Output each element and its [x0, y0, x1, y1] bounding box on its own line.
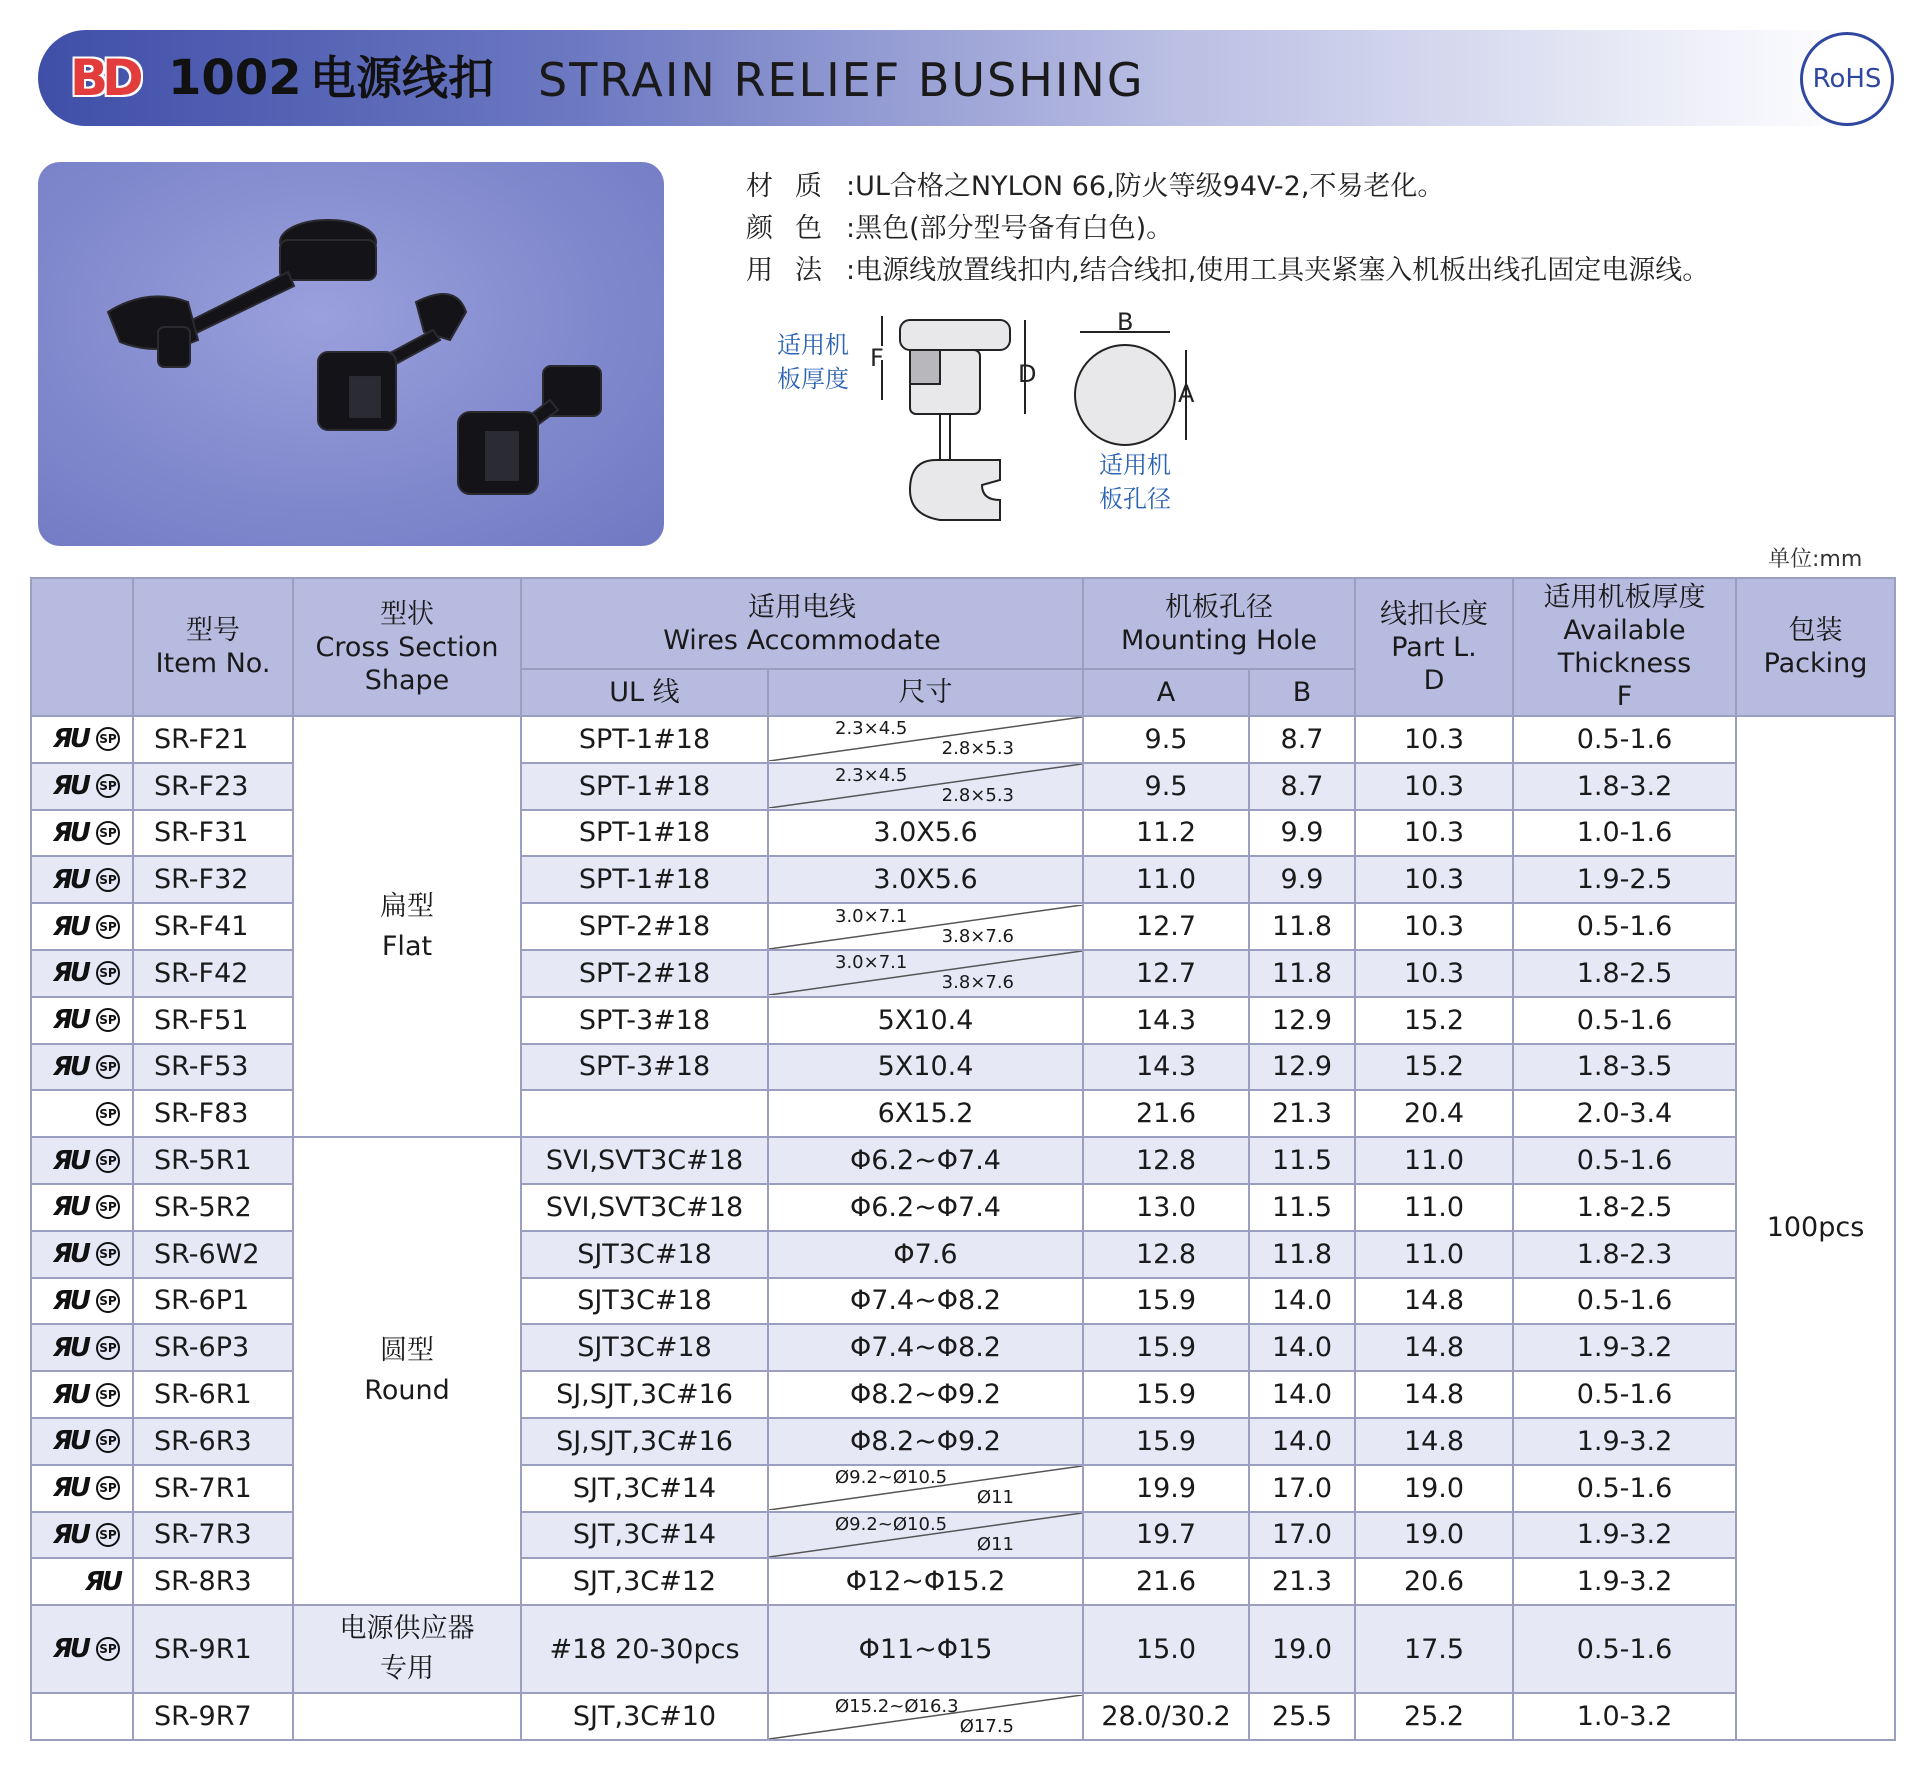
- ul-cert-icon: ЯU: [52, 911, 88, 942]
- cert-cell: [31, 1044, 133, 1091]
- value-a: 11.0: [1083, 856, 1249, 903]
- item-no: SR-F42: [133, 950, 293, 997]
- spec-lines: [746, 166, 1709, 292]
- label-d: D: [1018, 360, 1037, 388]
- size-divider-line: [769, 764, 1082, 808]
- ul-cert-icon: ЯU: [52, 1239, 88, 1270]
- value-b: 11.5: [1249, 1184, 1355, 1231]
- value-a: 15.9: [1083, 1418, 1249, 1465]
- unit-label: 单位:mm: [1768, 547, 1863, 572]
- value-b: 12.9: [1249, 997, 1355, 1044]
- wire-size: 5X10.4: [768, 997, 1083, 1044]
- value-a: 21.6: [1083, 1090, 1249, 1137]
- value-d: 10.3: [1355, 810, 1513, 857]
- wire-size: 3.0X5.6: [768, 856, 1083, 903]
- wire-size: [768, 1693, 1083, 1740]
- ul-wire: [521, 1090, 768, 1137]
- value-f: 0.5-1.6: [1513, 1278, 1736, 1325]
- item-no: SR-6P1: [133, 1278, 293, 1325]
- spec-material: 材质:UL合格之NYLON 66,防火等级94V-2,不易老化。: [746, 171, 1445, 202]
- value-a: 9.5: [1083, 716, 1249, 763]
- size-range-b: 2.8×5.3: [941, 785, 1014, 807]
- value-d: 11.0: [1355, 1184, 1513, 1231]
- value-f: 2.0-3.4: [1513, 1090, 1736, 1137]
- size-range-a: Ø9.2~Ø10.5: [835, 1513, 948, 1535]
- value-f: 1.8-3.2: [1513, 763, 1736, 810]
- label-a: A: [1178, 380, 1195, 408]
- ul-wire: SVI,SVT3C#18: [521, 1137, 768, 1184]
- csa-cert-icon: SP: [96, 1195, 120, 1219]
- value-d: 19.0: [1355, 1465, 1513, 1512]
- value-a: 15.0: [1083, 1605, 1249, 1693]
- ul-wire: SJT,3C#14: [521, 1465, 768, 1512]
- value-d: 19.0: [1355, 1512, 1513, 1559]
- wire-size: [768, 903, 1083, 950]
- csa-cert-icon: SP: [96, 1523, 120, 1547]
- size-range-a: 2.3×4.5: [835, 718, 908, 740]
- value-d: 15.2: [1355, 997, 1513, 1044]
- wire-size: 6X15.2: [768, 1090, 1083, 1137]
- size-range-a: 3.0×7.1: [835, 952, 908, 974]
- value-d: 11.0: [1355, 1137, 1513, 1184]
- value-f: 1.0-3.2: [1513, 1693, 1736, 1740]
- ul-cert-icon: ЯU: [52, 864, 88, 895]
- item-no: SR-7R3: [133, 1512, 293, 1559]
- value-a: 15.9: [1083, 1324, 1249, 1371]
- ul-wire: SPT-3#18: [521, 997, 768, 1044]
- wire-size: 5X10.4: [768, 1044, 1083, 1091]
- item-no: SR-5R1: [133, 1137, 293, 1184]
- table-row: [31, 1605, 1895, 1693]
- item-no: SR-F53: [133, 1044, 293, 1091]
- value-b: 14.0: [1249, 1278, 1355, 1325]
- value-a: 11.2: [1083, 810, 1249, 857]
- cert-cell: [31, 1512, 133, 1559]
- value-b: 17.0: [1249, 1512, 1355, 1559]
- value-d: 25.2: [1355, 1693, 1513, 1740]
- item-no: SR-F21: [133, 716, 293, 763]
- value-b: 9.9: [1249, 856, 1355, 903]
- value-d: 11.0: [1355, 1231, 1513, 1278]
- csa-cert-icon: SP: [96, 1383, 120, 1407]
- wire-size: Φ6.2~Φ7.4: [768, 1184, 1083, 1231]
- value-f: 1.9-2.5: [1513, 856, 1736, 903]
- header-shape: 型状 Cross Section Shape: [293, 578, 521, 716]
- ul-cert-icon: ЯU: [52, 724, 88, 755]
- ul-wire: SPT-3#18: [521, 1044, 768, 1091]
- value-d: 10.3: [1355, 716, 1513, 763]
- page-title-cn: 电源线扣: [310, 51, 494, 105]
- size-range-a: 3.0×7.1: [835, 905, 908, 927]
- header-b: B: [1249, 669, 1355, 716]
- label-b: B: [1117, 310, 1134, 336]
- ul-cert-icon: ЯU: [52, 1192, 88, 1223]
- value-f: 1.9-3.2: [1513, 1558, 1736, 1605]
- value-b: 21.3: [1249, 1558, 1355, 1605]
- header-wires: 适用电线 Wires Accommodate: [521, 578, 1083, 669]
- size-range-b: 3.8×7.6: [941, 925, 1014, 947]
- csa-cert-icon: SP: [96, 1055, 120, 1079]
- table-body: [31, 716, 1895, 1740]
- label-f: F: [870, 344, 884, 372]
- wire-size: [768, 1512, 1083, 1559]
- size-divider-line: [769, 717, 1082, 761]
- ul-cert-icon: ЯU: [52, 1051, 88, 1082]
- item-no: SR-6W2: [133, 1231, 293, 1278]
- value-f: 0.5-1.6: [1513, 903, 1736, 950]
- ul-cert-icon: ЯU: [52, 1426, 88, 1457]
- shape-cell: [293, 1693, 521, 1740]
- wire-size: Φ6.2~Φ7.4: [768, 1137, 1083, 1184]
- cert-cell: [31, 1184, 133, 1231]
- product-photo: [38, 162, 664, 546]
- value-d: 10.3: [1355, 950, 1513, 997]
- spec-usage: 用法:电源线放置线扣内,结合线扣,使用工具夹紧塞入机板出线孔固定电源线。: [746, 255, 1710, 286]
- item-no: SR-F23: [133, 763, 293, 810]
- cert-cell: [31, 1324, 133, 1371]
- value-a: 15.9: [1083, 1278, 1249, 1325]
- ul-cert-icon: ЯU: [52, 1332, 88, 1363]
- value-a: 15.9: [1083, 1371, 1249, 1418]
- value-f: 0.5-1.6: [1513, 1371, 1736, 1418]
- csa-cert-icon: SP: [96, 961, 120, 985]
- wire-size: Φ8.2~Φ9.2: [768, 1371, 1083, 1418]
- cert-cell: [31, 1231, 133, 1278]
- ul-cert-icon: ЯU: [52, 958, 88, 989]
- value-f: 1.8-2.3: [1513, 1231, 1736, 1278]
- cert-cell: [31, 903, 133, 950]
- cert-cell: [31, 716, 133, 763]
- rohs-badge: RoHS: [1800, 32, 1894, 126]
- packing-cell: 100pcs: [1736, 716, 1895, 1740]
- ul-wire: SPT-1#18: [521, 763, 768, 810]
- ul-wire: SPT-1#18: [521, 716, 768, 763]
- value-a: 12.8: [1083, 1231, 1249, 1278]
- shape-cell: 圆型 Round: [293, 1137, 521, 1605]
- ul-wire: SVI,SVT3C#18: [521, 1184, 768, 1231]
- csa-cert-icon: SP: [96, 868, 120, 892]
- value-a: 28.0/30.2: [1083, 1693, 1249, 1740]
- brand-logo: BD: [70, 49, 138, 107]
- cert-cell: [31, 763, 133, 810]
- header-thickness: 适用机板厚度 Available Thickness F: [1513, 578, 1736, 716]
- wire-size: [768, 950, 1083, 997]
- ul-wire: SPT-1#18: [521, 810, 768, 857]
- item-no: SR-7R1: [133, 1465, 293, 1512]
- value-a: 12.8: [1083, 1137, 1249, 1184]
- ul-cert-icon: ЯU: [52, 1005, 88, 1036]
- csa-cert-icon: SP: [96, 1102, 120, 1126]
- value-b: 11.8: [1249, 903, 1355, 950]
- cert-cell: [31, 1090, 133, 1137]
- csa-cert-icon: SP: [96, 915, 120, 939]
- cert-cell: [31, 997, 133, 1044]
- dimension-diagram: [760, 310, 1220, 530]
- wire-size: [768, 716, 1083, 763]
- page-title-en: STRAIN RELIEF BUSHING: [538, 53, 1145, 107]
- item-no: SR-6R3: [133, 1418, 293, 1465]
- bushing-illustration: [38, 162, 664, 546]
- size-range-b: 3.8×7.6: [941, 972, 1014, 994]
- value-f: 0.5-1.6: [1513, 997, 1736, 1044]
- shape-cell: 扁型 Flat: [293, 716, 521, 1137]
- cert-cell: [31, 1465, 133, 1512]
- value-b: 11.8: [1249, 950, 1355, 997]
- value-d: 10.3: [1355, 903, 1513, 950]
- item-no: SR-F41: [133, 903, 293, 950]
- wire-size: Φ7.6: [768, 1231, 1083, 1278]
- value-b: 11.5: [1249, 1137, 1355, 1184]
- ul-wire: SPT-2#18: [521, 950, 768, 997]
- spec-table: [30, 577, 1896, 1741]
- value-a: 19.7: [1083, 1512, 1249, 1559]
- value-d: 10.3: [1355, 763, 1513, 810]
- ul-cert-icon: ЯU: [52, 817, 88, 848]
- value-a: 9.5: [1083, 763, 1249, 810]
- value-d: 14.8: [1355, 1278, 1513, 1325]
- value-d: 14.8: [1355, 1418, 1513, 1465]
- csa-cert-icon: SP: [96, 1637, 120, 1661]
- value-a: 19.9: [1083, 1465, 1249, 1512]
- ul-wire: SJT,3C#14: [521, 1512, 768, 1559]
- value-a: 14.3: [1083, 1044, 1249, 1091]
- cert-cell: [31, 1137, 133, 1184]
- value-b: 9.9: [1249, 810, 1355, 857]
- ul-wire: SJT,3C#12: [521, 1558, 768, 1605]
- ul-cert-icon: ЯU: [52, 771, 88, 802]
- value-b: 25.5: [1249, 1693, 1355, 1740]
- csa-cert-icon: SP: [96, 1242, 120, 1266]
- ul-cert-icon: ЯU: [52, 1285, 88, 1316]
- product-code: 1002: [168, 50, 302, 106]
- value-b: 8.7: [1249, 763, 1355, 810]
- value-a: 12.7: [1083, 903, 1249, 950]
- table-row: [31, 716, 1895, 763]
- item-no: SR-F83: [133, 1090, 293, 1137]
- wire-size: Φ8.2~Φ9.2: [768, 1418, 1083, 1465]
- wire-size: [768, 1465, 1083, 1512]
- item-no: SR-9R7: [133, 1693, 293, 1740]
- item-no: SR-6R1: [133, 1371, 293, 1418]
- value-d: 10.3: [1355, 856, 1513, 903]
- value-f: 0.5-1.6: [1513, 716, 1736, 763]
- ul-cert-icon: ЯU: [52, 1145, 88, 1176]
- value-f: 1.9-3.2: [1513, 1418, 1736, 1465]
- item-no: SR-F31: [133, 810, 293, 857]
- value-f: 0.5-1.6: [1513, 1137, 1736, 1184]
- ul-wire: SJT3C#18: [521, 1231, 768, 1278]
- value-a: 13.0: [1083, 1184, 1249, 1231]
- wire-size: Φ12~Φ15.2: [768, 1558, 1083, 1605]
- value-b: 17.0: [1249, 1465, 1355, 1512]
- size-range-b: 2.8×5.3: [941, 738, 1014, 760]
- value-d: 14.8: [1355, 1371, 1513, 1418]
- csa-cert-icon: SP: [96, 774, 120, 798]
- size-range-b: Ø11: [976, 1487, 1014, 1509]
- ul-wire: SJ,SJT,3C#16: [521, 1371, 768, 1418]
- header-ul: UL 线: [521, 669, 768, 716]
- csa-cert-icon: SP: [96, 1289, 120, 1313]
- value-f: 1.0-1.6: [1513, 810, 1736, 857]
- header-size: 尺寸: [768, 669, 1083, 716]
- wire-size: Φ11~Φ15: [768, 1605, 1083, 1693]
- size-divider-line: [769, 951, 1082, 995]
- csa-cert-icon: SP: [96, 1336, 120, 1360]
- ul-cert-icon: ЯU: [52, 1519, 88, 1550]
- cert-cell: [31, 950, 133, 997]
- ul-wire: SJ,SJT,3C#16: [521, 1418, 768, 1465]
- value-f: 1.8-3.5: [1513, 1044, 1736, 1091]
- cert-cell: [31, 1418, 133, 1465]
- wire-size: Φ7.4~Φ8.2: [768, 1278, 1083, 1325]
- ul-cert-icon: ЯU: [52, 1379, 88, 1410]
- value-b: 14.0: [1249, 1371, 1355, 1418]
- value-b: 11.8: [1249, 1231, 1355, 1278]
- ul-wire: #18 20-30pcs: [521, 1605, 768, 1693]
- ul-wire: SJT3C#18: [521, 1324, 768, 1371]
- value-b: 14.0: [1249, 1418, 1355, 1465]
- ul-cert-icon: ЯU: [52, 1634, 88, 1665]
- value-f: 1.8-2.5: [1513, 1184, 1736, 1231]
- value-b: 19.0: [1249, 1605, 1355, 1693]
- value-f: 1.8-2.5: [1513, 950, 1736, 997]
- cert-cell: [31, 856, 133, 903]
- value-f: 1.9-3.2: [1513, 1324, 1736, 1371]
- thickness-caption: 适用机 板厚度: [777, 331, 849, 393]
- value-f: 0.5-1.6: [1513, 1465, 1736, 1512]
- header-cert: [31, 578, 133, 716]
- value-d: 17.5: [1355, 1605, 1513, 1693]
- ul-wire: SJT,3C#10: [521, 1693, 768, 1740]
- header-part-length: 线扣长度 Part L. D: [1355, 578, 1513, 716]
- value-d: 20.6: [1355, 1558, 1513, 1605]
- item-no: SR-F32: [133, 856, 293, 903]
- csa-cert-icon: SP: [96, 821, 120, 845]
- header-hole: 机板孔径 Mounting Hole: [1083, 578, 1355, 669]
- cert-cell: [31, 1278, 133, 1325]
- wire-size: [768, 763, 1083, 810]
- item-no: SR-9R1: [133, 1605, 293, 1693]
- ul-wire: SJT3C#18: [521, 1278, 768, 1325]
- value-d: 15.2: [1355, 1044, 1513, 1091]
- csa-cert-icon: SP: [96, 1476, 120, 1500]
- value-b: 12.9: [1249, 1044, 1355, 1091]
- ul-wire: SPT-1#18: [521, 856, 768, 903]
- size-range-a: Ø9.2~Ø10.5: [835, 1467, 948, 1489]
- cert-cell: [31, 1605, 133, 1693]
- value-d: 20.4: [1355, 1090, 1513, 1137]
- item-no: SR-6P3: [133, 1324, 293, 1371]
- csa-cert-icon: SP: [96, 1149, 120, 1173]
- hole-caption: 适用机 板孔径: [1099, 451, 1171, 513]
- value-a: 12.7: [1083, 950, 1249, 997]
- value-f: 0.5-1.6: [1513, 1605, 1736, 1693]
- ul-cert-icon: ЯU: [52, 1473, 88, 1504]
- wire-size: Φ7.4~Φ8.2: [768, 1324, 1083, 1371]
- item-no: SR-5R2: [133, 1184, 293, 1231]
- table-row: [31, 1693, 1895, 1740]
- size-range-b: Ø17.5: [959, 1715, 1014, 1737]
- item-no: SR-F51: [133, 997, 293, 1044]
- header-item: 型号 Item No.: [133, 578, 293, 716]
- table-row: [31, 1137, 1895, 1184]
- size-range-a: 2.3×4.5: [835, 765, 908, 787]
- csa-cert-icon: SP: [96, 1008, 120, 1032]
- ul-wire: SPT-2#18: [521, 903, 768, 950]
- value-d: 14.8: [1355, 1324, 1513, 1371]
- cert-cell: [31, 810, 133, 857]
- value-b: 21.3: [1249, 1090, 1355, 1137]
- value-f: 1.9-3.2: [1513, 1512, 1736, 1559]
- csa-cert-icon: SP: [96, 1429, 120, 1453]
- spec-color: 颜色:黑色(部分型号备有白色)。: [746, 213, 1174, 244]
- header-packing: 包装 Packing: [1736, 578, 1895, 716]
- value-a: 14.3: [1083, 997, 1249, 1044]
- value-a: 21.6: [1083, 1558, 1249, 1605]
- ul-cert-icon: ЯU: [84, 1566, 120, 1597]
- size-range-a: Ø15.2~Ø16.3: [835, 1695, 959, 1717]
- csa-cert-icon: SP: [96, 727, 120, 751]
- value-b: 8.7: [1249, 716, 1355, 763]
- wire-size: 3.0X5.6: [768, 810, 1083, 857]
- cert-cell: [31, 1558, 133, 1605]
- size-divider-line: [769, 905, 1082, 949]
- cert-cell: [31, 1371, 133, 1418]
- shape-cell: 电源供应器 专用: [293, 1605, 521, 1693]
- cert-cell: [31, 1693, 133, 1740]
- size-range-b: Ø11: [976, 1533, 1014, 1555]
- value-b: 14.0: [1249, 1324, 1355, 1371]
- header-a: A: [1083, 669, 1249, 716]
- item-no: SR-8R3: [133, 1558, 293, 1605]
